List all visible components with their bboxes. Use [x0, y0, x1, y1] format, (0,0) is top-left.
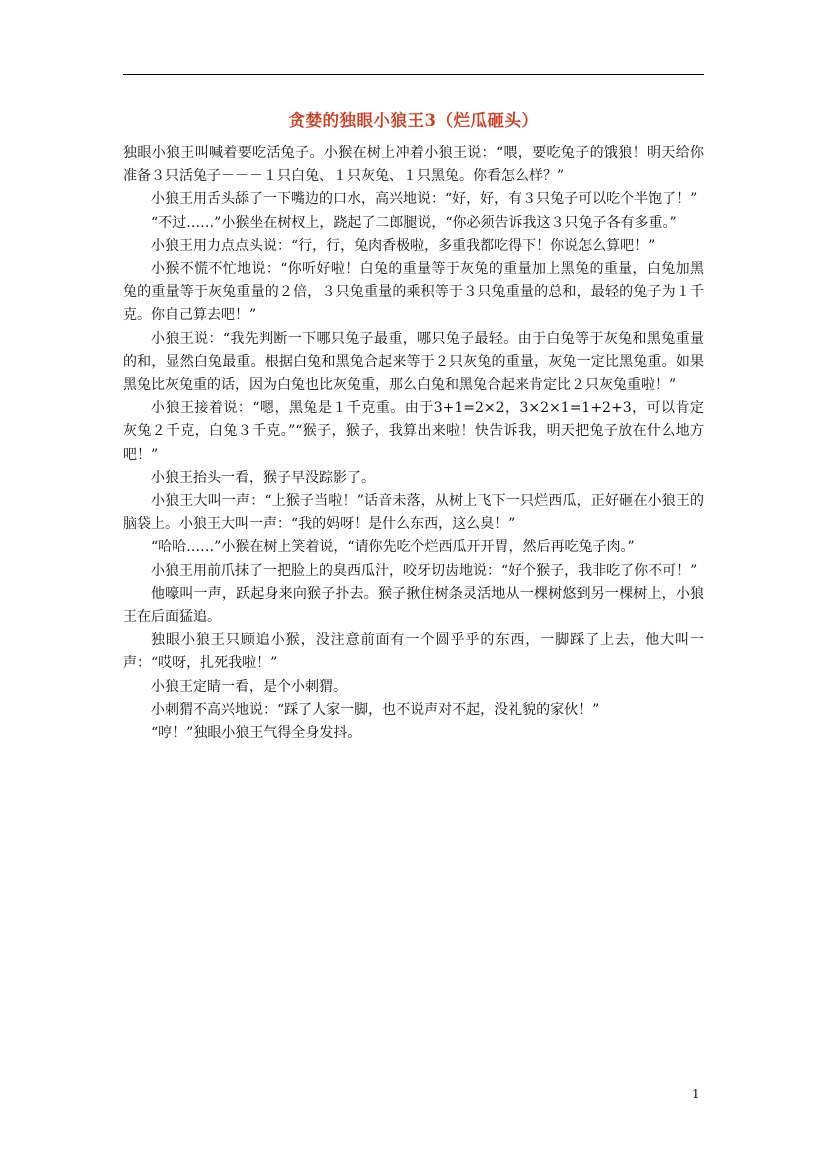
paragraph: 他嚎叫一声，跃起身来向猴子扑去。猴子揪住树条灵活地从一棵树悠到另一棵树上，小狼王在后面猛追。 — [123, 585, 704, 626]
page-number: 1 — [692, 1087, 700, 1101]
paragraph: 小猴不慌不忙地说：“你听好啦！白兔的重量等于灰兔的重量加上黑兔的重量，白兔加黑兔的重量等于灰兔重量的２倍，３只兔重量的乘积等于３只兔重量的总和，最轻的兔子为１千克。你自己算去吧！” — [123, 261, 704, 324]
header-rule — [123, 74, 704, 75]
paragraph: 小狼王用前爪抹了一把脸上的臭西瓜汁，咬牙切齿地说：“好个猴子，我非吃了你不可！” — [151, 562, 698, 579]
paragraph: 小狼王抬头一看，猴子早没踪影了。 — [151, 469, 375, 486]
paragraph: 独眼小狼王只顾追小猴，没注意前面有一个圆乎乎的东西，一脚踩了上去，他大叫一声：“哎呀，扎死我啦！” — [123, 632, 704, 672]
paragraph: 小狼王大叫一声：“上猴子当啦！”话音未落，从树上飞下一只烂西瓜，正好砸在小狼王的脑袋上。小狼王大叫一声：“我的妈呀！是什么东西，这么臭！” — [123, 493, 704, 533]
page-title: 贪婪的独眼小狼王3（烂瓜砸头） — [288, 111, 539, 130]
paragraph: “不过……”小猴坐在树杈上，跷起了二郎腿说，“你必须告诉我这３只兔子各有多重。” — [151, 214, 677, 231]
paragraph: 小狼王用舌头舔了一下嘴边的口水，高兴地说：“好，好，有３只兔子可以吃个半饱了！” — [151, 191, 698, 208]
paragraph: “哈哈……”小猴在树上笑着说，“请你先吃个烂西瓜开开胃，然后再吃兔子肉。” — [151, 539, 635, 556]
story-body — [123, 142, 704, 745]
paragraph: “哼！”独眼小狼王气得全身发抖。 — [151, 725, 362, 742]
paragraph: 小狼王说：“我先判断一下哪只兔子最重，哪只兔子最轻。由于白兔等于灰兔和黑兔重量的和，显然白兔最重。根据白兔和黑兔合起来等于２只灰兔的重量，灰兔一定比黑兔重。如果黑兔比灰兔重的话，因为白兔也比灰兔重，那么白兔和黑兔合起来肯定比２只灰兔重啦！” — [123, 330, 704, 394]
paragraph: 小狼王用力点点头说：“行，行，兔肉香极啦，多重我都吃得下！你说怎么算吧！” — [151, 237, 656, 254]
paragraph: 小狼王接着说：“嗯，黑兔是１千克重。由于3+1=2×2，3×2×1=1+2+3，可以肯定灰兔２千克，白兔３千克。”“猴子，猴子，我算出来啦！快告诉我，明天把兔子放在什么地方吧！” — [123, 400, 704, 463]
paragraph: 小刺猬不高兴地说：“踩了人家一脚，也不说声对不起，没礼貌的家伙！” — [151, 701, 600, 718]
paragraph: 小狼王定睛一看，是个小刺猬。 — [151, 678, 347, 695]
paragraph: 独眼小狼王叫喊着要吃活兔子。小猴在树上冲着小狼王说：“喂，要吃兔子的饿狼！明天给你准备３只活兔子－－－１只白兔、１只灰兔、１只黑兔。你看怎么样？” — [123, 145, 704, 185]
